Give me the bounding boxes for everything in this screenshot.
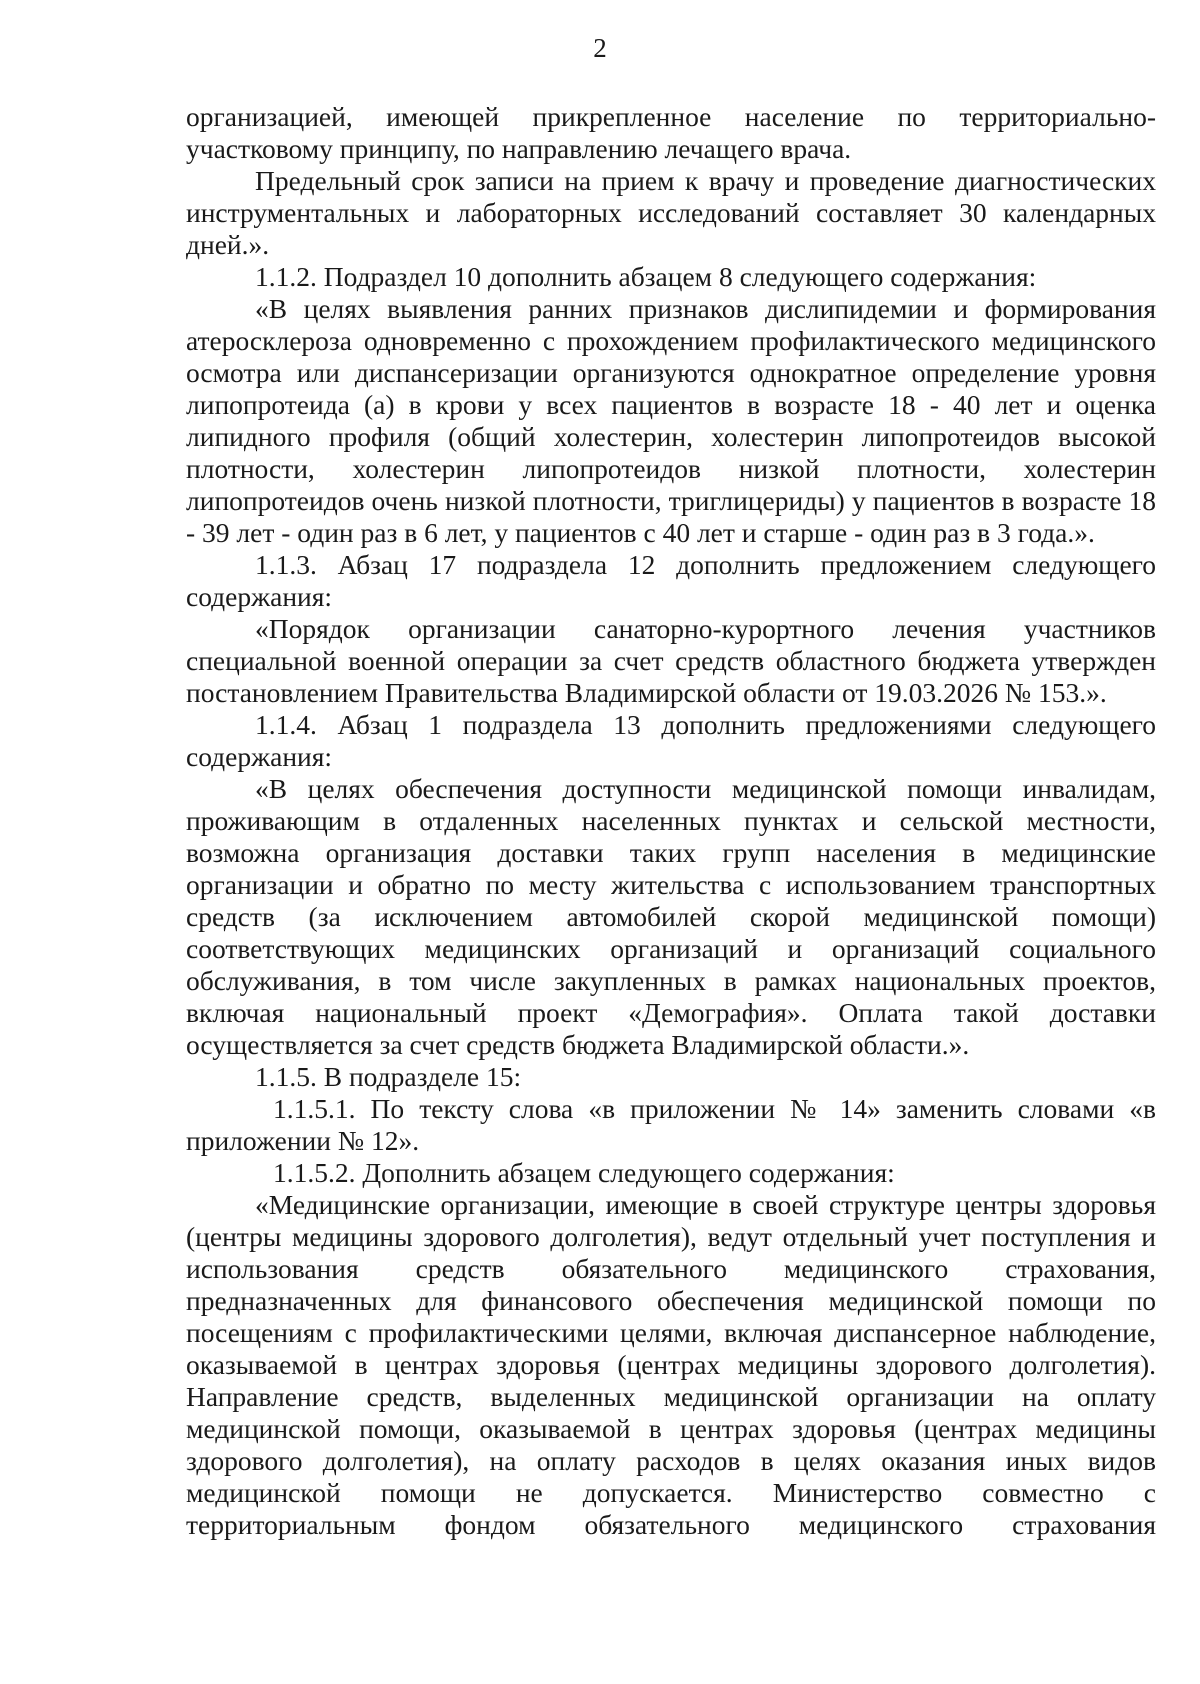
paragraph-dyslipidemia-quote: «В целях выявления ранних признаков дислипидемии и формирования атеросклероза одновременно с прохождением профилактического медицинского осмотра или диспансеризации организуются однократное определение уровня липопротеида (а) в крови у всех пациентов в возрасте 18 - 40 лет и оценка липидного профиля (общий холестерин, холестерин липопротеидов высокой плотности, холестерин липопротеидов низкой плотности, холестерин липопротеидов очень низкой плотности, триглицериды) у пациентов в возрасте 18 - 39 лет - один раз в 6 лет, у пациентов с 40 лет и старше - один раз в 3 года.». — [186, 293, 1156, 548]
paragraph-item-1-1-3: 1.1.3. Абзац 17 подраздела 12 дополнить предложением следующего содержания: — [186, 549, 1156, 612]
page-number: 2 — [593, 33, 607, 63]
document-body — [186, 101, 1156, 1541]
paragraph-item-1-1-2: 1.1.2. Подраздел 10 дополнить абзацем 8 следующего содержания: — [255, 261, 1037, 292]
paragraph-health-centers-quote: «Медицинские организации, имеющие в своей структуре центры здоровья (центры медицины здорового долголетия), ведут отдельный учет поступления и использования средств обязательного медицинского страхования, предназначенных для финансового обеспечения медицинской помощи по посещениям с профилактическими целями, включая диспансерное наблюдение, оказываемой в центрах здоровья (центрах медицины здорового долголетия). Направление средств, выделенных медицинской организации на оплату медицинской помощи, оказываемой в центрах здоровья (центрах медицины здорового долголетия), на оплату расходов в целях оказания иных видов медицинской помощи не допускается. Министерство совместно с территориальным фондом обязательного медицинского страхования — [186, 1189, 1156, 1540]
paragraph-item-1-1-5: 1.1.5. В подразделе 15: — [255, 1061, 522, 1092]
paragraph-item-1-1-5-1: 1.1.5.1. По тексту слова «в приложении № 14» заменить словами «в приложении № 12». — [186, 1093, 1156, 1156]
paragraph-continuation: организацией, имеющей прикрепленное население по территориально-участковому принципу, по направлению лечащего врача. — [186, 101, 1156, 164]
paragraph-appointment-deadline: Предельный срок записи на прием к врачу и проведение диагностических инструментальных и лабораторных исследований составляет 30 календарных дней.». — [186, 165, 1156, 260]
paragraph-item-1-1-4: 1.1.4. Абзац 1 подраздела 13 дополнить предложениями следующего содержания: — [186, 709, 1156, 772]
paragraph-item-1-1-5-2: 1.1.5.2. Дополнить абзацем следующего содержания: — [273, 1157, 895, 1188]
paragraph-accessibility-quote: «В целях обеспечения доступности медицинской помощи инвалидам, проживающим в отдаленных населенных пунктах и сельской местности, возможна организация доставки таких групп населения в медицинские организации и обратно по месту жительства с использованием транспортных средств (за исключением автомобилей скорой медицинской помощи) соответствующих медицинских организаций и организаций социального обслуживания, в том числе закупленных в рамках национальных проектов, включая национальный проект «Демография». Оплата такой доставки осуществляется за счет средств бюджета Владимирской области.». — [186, 773, 1156, 1060]
paragraph-sanatorium-quote: «Порядок организации санаторно-курортного лечения участников специальной военной операции за счет средств областного бюджета утвержден постановлением Правительства Владимирской области от 19.03.2026 № 153.». — [186, 613, 1156, 708]
